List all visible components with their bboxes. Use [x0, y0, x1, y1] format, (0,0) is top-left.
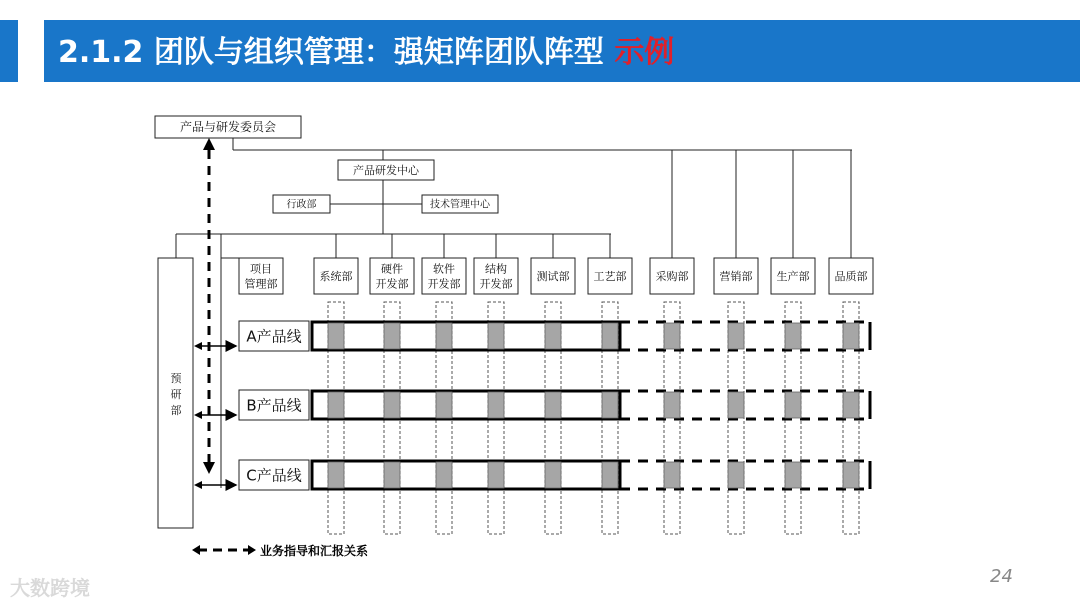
cell-0-1 — [384, 323, 400, 349]
product-line-box-1 — [239, 390, 309, 420]
cell-0-5 — [602, 323, 618, 349]
legend-arrow-left — [192, 545, 200, 555]
cell-2-3 — [488, 462, 504, 488]
svg-text:开发部: 开发部 — [479, 277, 513, 291]
cell-0-0 — [328, 323, 344, 349]
svg-text:部: 部 — [170, 404, 182, 417]
svg-text:结构: 结构 — [485, 262, 507, 276]
product-line-box-2 — [239, 460, 309, 490]
svg-text:工艺部: 工艺部 — [593, 269, 627, 283]
cell-2-4 — [545, 462, 561, 488]
svg-text:开发部: 开发部 — [375, 277, 409, 291]
dept-box-7 — [714, 258, 758, 294]
dept-box-4 — [531, 258, 575, 294]
arrow-head-down — [203, 462, 215, 474]
cell-2-7 — [728, 462, 744, 488]
svg-text:品质部: 品质部 — [834, 269, 868, 283]
cell-2-2 — [436, 462, 452, 488]
cell-1-2 — [436, 392, 452, 418]
cell-1-7 — [728, 392, 744, 418]
cell-0-7 — [728, 323, 744, 349]
svg-text:硬件: 硬件 — [381, 262, 403, 276]
committee-box — [155, 116, 301, 138]
dept-box-1 — [370, 258, 414, 294]
svg-text:测试部: 测试部 — [536, 269, 570, 283]
cell-2-9 — [843, 462, 859, 488]
svg-text:生产部: 生产部 — [776, 269, 810, 283]
cell-2-0 — [328, 462, 344, 488]
svg-text:营销部: 营销部 — [719, 269, 753, 283]
svg-text:B产品线: B产品线 — [246, 396, 302, 415]
cell-0-8 — [785, 323, 801, 349]
dept-box-2 — [422, 258, 466, 294]
watermark: 大数跨境 — [10, 576, 90, 600]
svg-text:A产品线: A产品线 — [246, 327, 302, 346]
page-number: 24 — [990, 566, 1013, 587]
tech-mgmt-box — [422, 195, 498, 213]
cell-1-0 — [328, 392, 344, 418]
legend-arrow-right — [248, 545, 256, 555]
dept-box-8 — [771, 258, 815, 294]
legend-label: 业务指导和汇报关系 — [260, 544, 369, 558]
dept-box-0 — [314, 258, 358, 294]
cell-0-2 — [436, 323, 452, 349]
cell-1-8 — [785, 392, 801, 418]
svg-text:系统部: 系统部 — [319, 269, 353, 283]
product-line-box-0 — [239, 321, 309, 351]
dept-box-3 — [474, 258, 518, 294]
svg-text:采购部: 采购部 — [655, 269, 689, 283]
cell-1-5 — [602, 392, 618, 418]
dept-box-6 — [650, 258, 694, 294]
cell-2-8 — [785, 462, 801, 488]
cell-1-9 — [843, 392, 859, 418]
svg-text:产品研发中心: 产品研发中心 — [353, 163, 419, 177]
svg-text:研: 研 — [170, 388, 182, 401]
cell-2-1 — [384, 462, 400, 488]
pre-research-box — [158, 258, 193, 528]
cell-0-3 — [488, 323, 504, 349]
cell-1-3 — [488, 392, 504, 418]
svg-text:产品与研发委员会: 产品与研发委员会 — [179, 120, 277, 135]
title-main: 2.1.2 团队与组织管理：强矩阵团队阵型 — [58, 35, 615, 70]
rd-center-box — [338, 160, 434, 180]
cell-0-9 — [843, 323, 859, 349]
cell-0-4 — [545, 323, 561, 349]
svg-text:行政部: 行政部 — [286, 199, 317, 211]
svg-text:管理部: 管理部 — [244, 277, 278, 291]
admin-box — [273, 195, 330, 213]
dept-box-5 — [588, 258, 632, 294]
svg-text:软件: 软件 — [433, 262, 455, 276]
svg-text:C产品线: C产品线 — [246, 466, 302, 485]
cell-2-6 — [664, 462, 680, 488]
cell-0-6 — [664, 323, 680, 349]
cell-1-4 — [545, 392, 561, 418]
dept-box-9 — [829, 258, 873, 294]
svg-text:开发部: 开发部 — [427, 277, 461, 291]
title-highlight: 示例 — [614, 35, 675, 70]
svg-text:预: 预 — [170, 372, 182, 385]
cell-1-1 — [384, 392, 400, 418]
arrow-head-up — [203, 138, 215, 150]
cell-1-6 — [664, 392, 680, 418]
cell-2-5 — [602, 462, 618, 488]
svg-text:项目: 项目 — [250, 262, 272, 276]
svg-text:技术管理中心: 技术管理中心 — [430, 199, 490, 211]
project-mgmt-box — [239, 258, 283, 294]
